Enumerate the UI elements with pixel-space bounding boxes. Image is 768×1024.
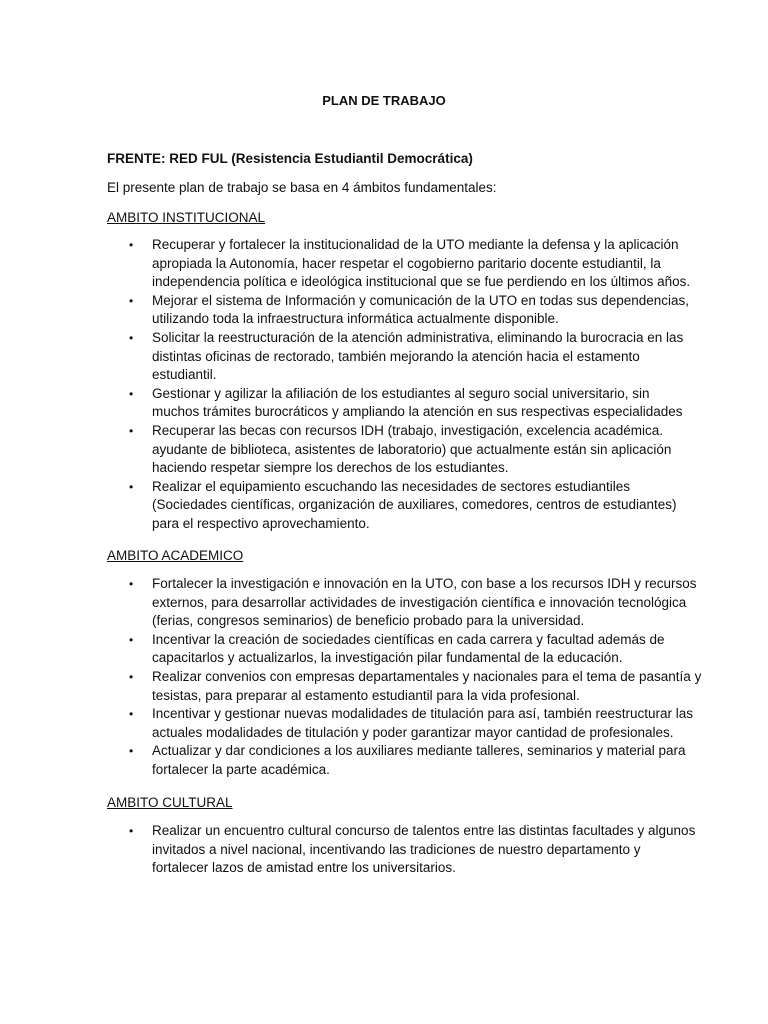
list-item-text-line: muchos trámites burocráticos y ampliando la atención en sus respectivas especialidades (152, 404, 683, 420)
page-title: PLAN DE TRABAJO (322, 93, 446, 108)
list-item-text-line: Realizar convenios con empresas departamentales y nacionales para el tema de pasantía y (152, 668, 702, 684)
list-item-text-line: distintas oficinas de rectorado, también mejorando la atención hacia el estamento (152, 348, 640, 364)
list-item-text-line: externos, para desarrollar actividades de investigación científica e innovación tecnológica (152, 594, 687, 610)
list-item-text-line: Mejorar el sistema de Información y comunicación de la UTO en todas sus dependencias, (152, 292, 690, 308)
list-item (107, 742, 686, 779)
bullet-icon: • (129, 330, 134, 345)
list-item-text-line: Incentivar y gestionar nuevas modalidades de titulación para así, también reestructurar las (152, 706, 694, 722)
list-item-text-line: apropiada la Autonomía, hacer respetar el cogobierno paritario docente estudiantil, la (152, 255, 661, 271)
list-item-text-line: Solicitar la reestructuración de la atención administrativa, eliminando la burocracia en las (152, 329, 684, 345)
bullet-icon: • (129, 669, 134, 684)
list-item (107, 705, 694, 742)
list-item (107, 631, 667, 668)
list-item (107, 236, 691, 292)
list-item (107, 385, 683, 422)
list-item-text-line: estudiantil. (152, 367, 217, 383)
list-academico (107, 575, 702, 780)
list-item-text-line: (Sociedades científicas, organización de auxiliares, comedores, centros de estudiantes) (152, 497, 677, 513)
list-item-text-line: Recuperar las becas con recursos IDH (trabajo, investigación, excelencia académica. (152, 422, 663, 438)
list-item (107, 822, 696, 878)
list-institucional (107, 236, 691, 534)
list-item (107, 329, 684, 385)
list-item-text-line: capacitarlos y actualizarlos, la investigación pilar fundamental de la educación. (152, 650, 623, 666)
list-item-text-line: fortalecer lazos de amistad entre los universitarios. (152, 860, 456, 876)
bullet-icon: • (129, 423, 134, 438)
section-heading-institucional: AMBITO INSTITUCIONAL (107, 210, 266, 225)
list-item-text-line: invitados a nivel nacional, incentivando las tradiciones de nuestro departamento y (152, 841, 641, 857)
list-item-text-line: Recuperar y fortalecer la institucionalidad de la UTO mediante la defensa y la aplicación (152, 237, 679, 252)
bullet-icon: • (129, 238, 134, 252)
bullet-icon: • (129, 577, 134, 591)
list-item-text-line: ayudante de biblioteca, asistentes de laboratorio) que actualmente están sin aplicación (152, 441, 672, 457)
list-item (107, 422, 672, 478)
list-item-text-line: Realizar un encuentro cultural concurso de talentos entre las distintas facultades y algunos (152, 823, 696, 838)
list-item-text-line: para el respectivo aprovechamiento. (152, 515, 370, 531)
list-item (107, 575, 697, 631)
list-item (107, 292, 690, 329)
list-item-text-line: Gestionar y agilizar la afiliación de los estudiantes al seguro social universitario, sin (152, 385, 650, 401)
list-cultural (107, 822, 696, 878)
list-item-text-line: fortalecer la parte académica. (152, 761, 330, 777)
list-item-text-line: Incentivar la creación de sociedades científicas en cada carrera y facultad además de (152, 631, 665, 647)
bullet-icon: • (129, 744, 134, 759)
section-heading-cultural: AMBITO CULTURAL (107, 795, 233, 810)
list-item (107, 668, 702, 705)
list-item-text-line: Actualizar y dar condiciones a los auxiliares mediante talleres, seminarios y material para (152, 743, 686, 759)
frente-heading: FRENTE: RED FUL (Resistencia Estudiantil Democrática) (107, 151, 473, 166)
list-item-text-line: (ferias, congresos seminarios) de beneficio probado para la universidad. (152, 613, 585, 629)
bullet-icon: • (129, 632, 134, 647)
bullet-icon: • (129, 386, 134, 401)
list-item-text-line: tesistas, para preparar al estamento estudiantil para la vida profesional. (152, 687, 580, 703)
bullet-icon: • (129, 707, 134, 722)
bullet-icon: • (129, 293, 134, 308)
bullet-icon: • (129, 824, 134, 838)
section-heading-academico: AMBITO ACADEMICO (107, 548, 244, 563)
list-item-text-line: utilizando toda la infraestructura informática actualmente disponible. (152, 311, 559, 327)
bullet-icon: • (129, 479, 134, 494)
list-item-text-line: actuales modalidades de titulación y poder garantizar mayor cantidad de profesionales. (152, 724, 674, 740)
list-item-text-line: Realizar el equipamiento escuchando las necesidades de sectores estudiantiles (152, 478, 631, 494)
intro-paragraph: El presente plan de trabajo se basa en 4 ámbitos fundamentales: (107, 180, 497, 195)
list-item (107, 478, 677, 534)
list-item-text-line: haciendo respetar siempre los derechos de los estudiantes. (152, 460, 509, 476)
list-item-text-line: independencia política e ideológica institucional que se fue perdiendo en los últimos años. (152, 274, 691, 290)
list-item-text-line: Fortalecer la investigación e innovación en la UTO, con base a los recursos IDH y recursos (152, 576, 697, 591)
